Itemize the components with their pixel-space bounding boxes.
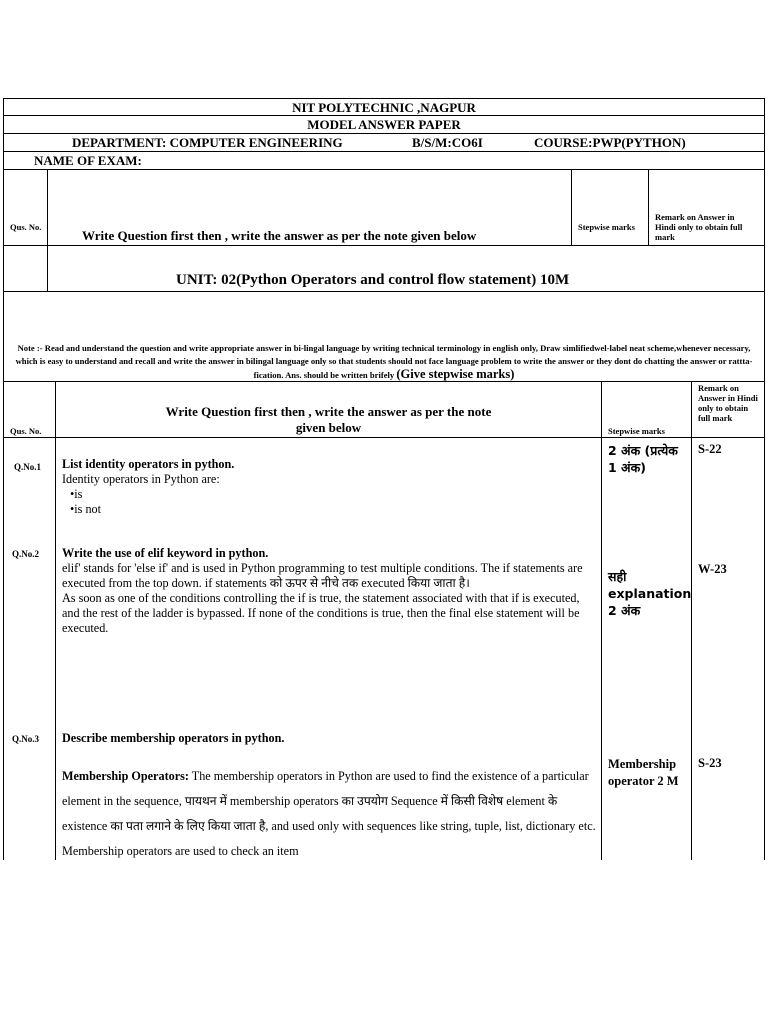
stepwise-header: Stepwise marks bbox=[572, 170, 649, 245]
q1-remark: S-22 bbox=[698, 442, 722, 456]
marks-column bbox=[602, 438, 692, 860]
answers-table bbox=[3, 438, 765, 860]
list-item: • is bbox=[70, 487, 597, 502]
institute-title: NIT POLYTECHNIC ,NAGPUR bbox=[3, 98, 765, 116]
q2-answer bbox=[62, 546, 597, 636]
qus-no-header-2: Qus. No. bbox=[10, 426, 42, 436]
department-row bbox=[3, 134, 765, 152]
q1-answer bbox=[62, 457, 597, 517]
exam-name: NAME OF EXAM: bbox=[3, 152, 765, 170]
qno-column bbox=[4, 438, 56, 860]
q3-label: Membership Operators: bbox=[62, 769, 189, 783]
q2-para2: As soon as one of the conditions controlling the if is true, the statement associated with that if is executed, and the rest of the ladder is bypassed. If none of the conditions is true, then the final else statement will be executed. bbox=[62, 591, 580, 635]
q1-list bbox=[62, 487, 597, 517]
q3-answer bbox=[62, 731, 597, 864]
top-table-header bbox=[3, 170, 765, 246]
unit-title: UNIT: 02(Python Operators and control flow statement) 10M bbox=[176, 272, 570, 288]
q2-question: Write the use of elif keyword in python. bbox=[62, 546, 269, 560]
q3-body-text bbox=[62, 764, 597, 864]
q2-remark: W-23 bbox=[698, 562, 727, 576]
q1-question: List identity operators in python. bbox=[62, 457, 235, 471]
q1-number: Q.No.1 bbox=[14, 462, 41, 472]
q3-body: The membership operators in Python are used to find the existence of a particular element in the sequence, पायथन में membership operators का उपयोग Sequence में किसी विशेष element के existence का पता लगाने के लिए किया जाता है, and used only with sequences like string, tuple, list, dictionary etc. Membership operators are used to check an item bbox=[62, 769, 596, 858]
q2-number: Q.No.2 bbox=[12, 549, 39, 559]
instruction-header-2: Write Question first then , write the answer as per the note given below bbox=[56, 382, 602, 437]
q3-number: Q.No.3 bbox=[12, 734, 39, 744]
answer-paper bbox=[3, 98, 765, 860]
q1-marks: 2 अंक (प्रत्येक 1 अंक) bbox=[608, 443, 678, 475]
remark-column bbox=[692, 438, 764, 860]
remark-header-2: Remark on Answer in Hindi only to obtain full mark bbox=[698, 383, 758, 423]
remark-header: Remark on Answer in Hindi only to obtain full mark bbox=[655, 212, 743, 242]
q2-para1: elif' stands for 'else if' and is used in Python programming to test multiple conditions. The if statements are executed from the top down. if statements को ऊपर से नीचे तक executed किया जाता है। bbox=[62, 561, 583, 590]
qus-no-header: Qus. No. bbox=[4, 170, 48, 245]
course: COURSE:PWP(PYTHON) bbox=[534, 135, 686, 150]
note-block bbox=[3, 292, 765, 382]
q1-intro: Identity operators in Python are: bbox=[62, 472, 220, 486]
note-text: Note :- Read and understand the question and write appropriate answer in bi-lingal language by writing technical terminology in english only, Draw simlifiedwel-label neat scheme,whenever necessary, which is easy to understand and recall and write the answer in bilingal language only so that students should not face language problem to write the answer or they dont do chatting the answer or rattta-fication. Ans. should be written brifely bbox=[15, 343, 753, 380]
answer-column bbox=[56, 438, 602, 860]
q2-marks: सही explanation 2 अंक bbox=[608, 569, 692, 618]
q3-marks: Membership operator 2 M bbox=[608, 757, 679, 788]
instruction-header: Write Question first then , write the answer as per the note given below bbox=[48, 170, 572, 245]
department: DEPARTMENT: COMPUTER ENGINEERING bbox=[72, 135, 343, 150]
scheme: B/S/M:CO6I bbox=[412, 135, 483, 150]
paper-type: MODEL ANSWER PAPER bbox=[3, 116, 765, 134]
second-table-header bbox=[3, 382, 765, 438]
stepwise-note: (Give stepwise marks) bbox=[396, 367, 515, 381]
q3-question: Describe membership operators in python. bbox=[62, 731, 285, 745]
stepwise-header-2: Stepwise marks bbox=[608, 426, 665, 436]
list-item: • is not bbox=[70, 502, 597, 517]
q3-remark: S-23 bbox=[698, 756, 722, 770]
unit-row bbox=[3, 246, 765, 292]
